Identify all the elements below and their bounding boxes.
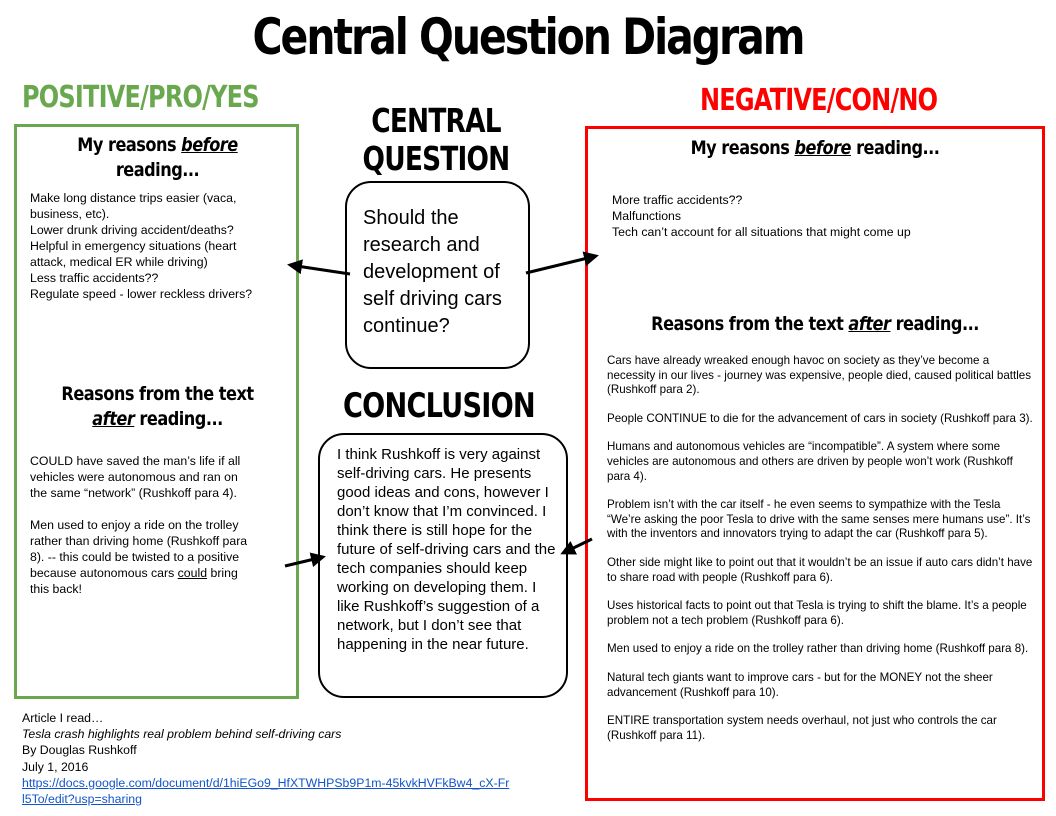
con-after-item: Uses historical facts to point out that Tesla is trying to shift the blame. It’s a people problem not a tech problem (Rushkoff para 6). (607, 599, 1027, 627)
pro-before-heading: My reasons before reading... (77, 134, 238, 181)
article-date: July 1, 2016 (22, 759, 89, 774)
article-title: Tesla crash highlights real problem behind self-driving cars (22, 727, 342, 742)
arrow-question-to-pro (290, 265, 350, 274)
pro-before-item: Helpful in emergency situations (heart (30, 239, 237, 253)
pro-after-item: 8). -- this could be twisted to a positive (30, 550, 240, 564)
con-after-item: Problem isn’t with the car itself - he even seems to sympathize with the Tesla “We’re asking the poor Tesla to drive with the same senses mere humans use”. It’s with the inventors and innovators trying to adapt the car (Rushkoff para 5). (607, 498, 1031, 541)
con-after-item: Natural tech giants want to improve cars - but for the MONEY not the sheer advancement (Rushkoff para 10). (607, 670, 993, 699)
article-citation (22, 710, 509, 807)
con-after-heading: Reasons from the text after reading... (651, 313, 979, 335)
pro-after-item: vehicles were autonomous and ran on (30, 470, 238, 484)
con-before-item: Malfunctions (612, 209, 682, 223)
positive-label: POSITIVE/PRO/YES (22, 80, 259, 115)
pro-after-heading: Reasons from the text after reading... (61, 383, 254, 430)
con-before-item: More traffic accidents?? (612, 193, 743, 207)
pro-after-item: because autonomous cars could bring (30, 566, 238, 580)
con-before-item: Tech can’t account for all situations that might come up (612, 225, 911, 239)
pro-before-item: Make long distance trips easier (vaca, (30, 191, 237, 205)
article-lead: Article I read… (22, 711, 104, 725)
con-after-item: Humans and autonomous vehicles are “incompatible”. A system where some vehicles are autonomous and others are driven by people won’t work (Rushkoff para 4). (607, 440, 1013, 483)
pro-after-item: rather than driving home (Rushkoff para (30, 534, 248, 548)
pro-after-item: COULD have saved the man’s life if all (30, 454, 241, 468)
con-before-list (612, 192, 911, 240)
conclusion-bubble: I think Rushkoff is very against self-driving cars. He presents good ideas and cons, however I don’t know that I’m convinced. I think there is still hope for the future of self-driving cars and the tech companies should keep working on developing them. I like Rushkoff’s suggestion of a network, but I don’t see that happening in the near future. (318, 433, 568, 698)
pro-after-item: this back! (30, 582, 82, 596)
central-question-bubble: Should the research and development of self driving cars continue? (345, 181, 530, 369)
pro-before-item: attack, medical ER while driving) (30, 255, 208, 269)
con-after-item: Men used to enjoy a ride on the trolley rather than driving home (Rushkoff para 8). (607, 642, 1029, 656)
pro-before-item: Regulate speed - lower reckless drivers? (30, 287, 253, 301)
pro-before-list (30, 190, 252, 302)
pro-before-item: Less traffic accidents?? (30, 271, 159, 285)
article-link-continued[interactable]: l5To/edit?usp=sharing (22, 792, 142, 807)
con-after-item: Other side might like to point out that it wouldn’t be an issue if auto cars didn’t have to share road with people (Rushkoff para 6). (607, 555, 1033, 584)
underlined-word: could (177, 566, 208, 580)
pro-before-item: Lower drunk driving accident/deaths? (30, 223, 234, 237)
con-after-item: Cars have already wreaked enough havoc on society as they’ve become a necessity in our lives - journey was expensive, people died, caused political battles (Rushkoff para 2). (607, 354, 1032, 397)
pro-after-item: Men used to enjoy a ride on the trolley (30, 518, 239, 532)
conclusion-title: CONCLUSION (343, 386, 535, 426)
pro-before-item: business, etc). (30, 207, 110, 221)
con-after-item: People CONTINUE to die for the advancement of cars in society (Rushkoff para 3). (607, 411, 1033, 425)
central-question-title: CENTRAL QUESTION (362, 101, 510, 178)
con-before-heading: My reasons before reading... (690, 137, 940, 159)
negative-label: NEGATIVE/CON/NO (700, 83, 938, 118)
pro-after-list (30, 453, 247, 597)
con-after-item: ENTIRE transportation system needs overhaul, not just who controls the car (Rushkoff para 11). (607, 714, 997, 742)
con-after-list (607, 354, 1035, 743)
page-title: Central Question Diagram (252, 8, 804, 66)
pro-after-item: the same “network” (Rushkoff para 4). (30, 486, 237, 500)
article-link[interactable]: https://docs.google.com/document/d/1hiEGo9_HfXTWHPSb9P1m-45kvkHVFkBw4_cX-Fr (22, 775, 510, 790)
article-author: By Douglas Rushkoff (22, 743, 137, 758)
